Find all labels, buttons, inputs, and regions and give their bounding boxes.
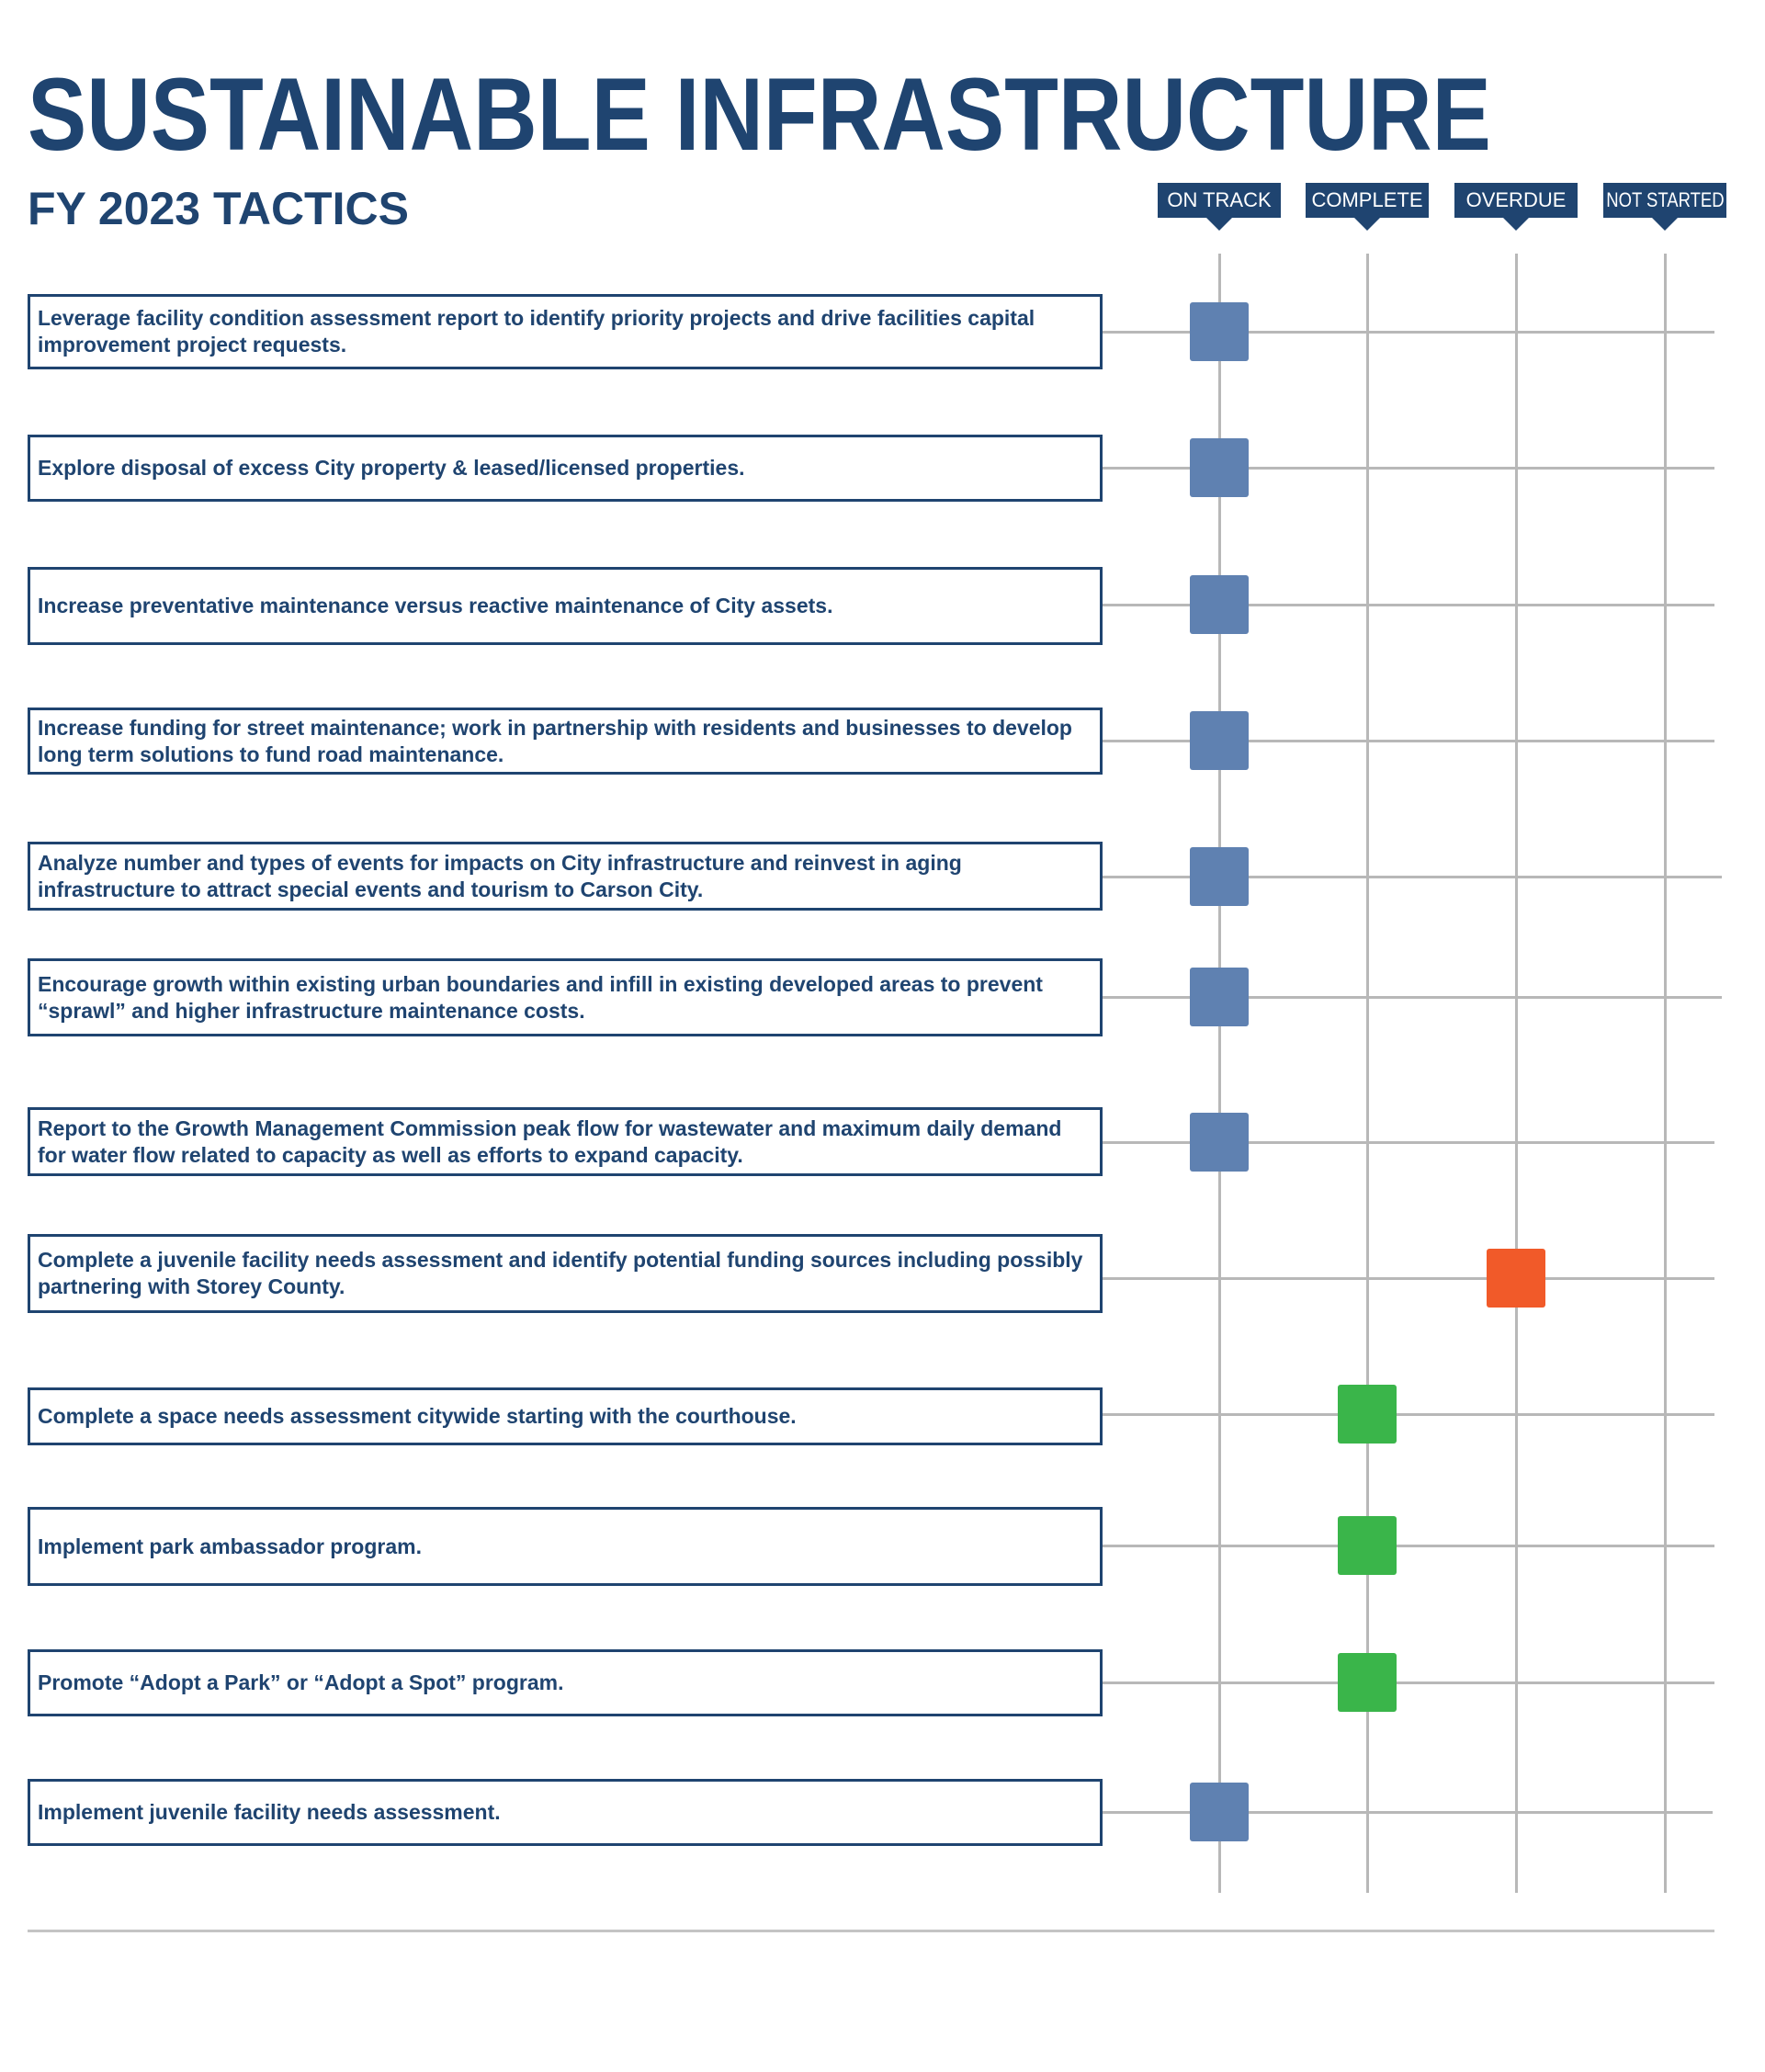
tactic-text: Report to the Growth Management Commission peak flow for wastewater and maximum daily demand for water flow related to capacity as well as efforts to expand capacity.	[38, 1115, 1062, 1167]
status-header-not-started	[1603, 183, 1726, 218]
status-marker-on-track	[1190, 1783, 1249, 1841]
tactic-text: Complete a space needs assessment citywide starting with the courthouse.	[38, 1404, 797, 1428]
tactic-text: Encourage growth within existing urban boundaries and infill in existing developed areas to prevent “sprawl” and higher infrastructure maintenance costs.	[38, 971, 1043, 1023]
status-marker-on-track	[1190, 575, 1249, 634]
status-header-on-track	[1158, 183, 1281, 218]
grid-column-line-not-started	[1664, 254, 1667, 1893]
grid-row-line	[1103, 1681, 1714, 1684]
tactic-row	[28, 294, 1103, 369]
status-header-label: OVERDUE	[1465, 188, 1567, 211]
status-header-label: ON TRACK	[1167, 188, 1272, 211]
grid-column-line-complete	[1366, 254, 1369, 1893]
tactic-text: Promote “Adopt a Park” or “Adopt a Spot” program.	[38, 1670, 564, 1694]
tactic-row	[28, 435, 1103, 502]
status-header-label: COMPLETE	[1311, 188, 1423, 211]
tactic-row	[28, 708, 1103, 775]
page-subtitle: FY 2023 TACTICS	[28, 183, 409, 234]
status-marker-overdue	[1487, 1249, 1545, 1308]
tactic-row	[28, 842, 1103, 911]
page-title: SUSTAINABLE INFRASTRUCTURE	[28, 57, 1491, 172]
tactic-row	[28, 958, 1103, 1036]
tactic-text: Analyze number and types of events for impacts on City infrastructure and reinvest in aging infrastructure to attract special events and tourism to Carson City.	[38, 850, 962, 901]
tactic-text: Increase preventative maintenance versus reactive maintenance of City assets.	[38, 594, 833, 617]
grid-row-line	[1103, 1277, 1714, 1280]
status-marker-complete	[1338, 1385, 1397, 1444]
status-marker-on-track	[1190, 711, 1249, 770]
tactic-text: Complete a juvenile facility needs assessment and identify potential funding sources including possibly partnering with Storey County.	[38, 1248, 1083, 1298]
tactic-text: Leverage facility condition assessment report to identify priority projects and drive facilities capital improvement project requests.	[38, 306, 1035, 357]
status-header-label: NOT STARTED	[1605, 188, 1725, 211]
tactic-row	[28, 1507, 1103, 1586]
tactic-text: Explore disposal of excess City property & leased/licensed properties.	[38, 456, 745, 480]
footer-divider	[28, 1930, 1714, 1932]
grid-row-line	[1103, 1545, 1714, 1547]
tactic-row	[28, 1779, 1103, 1846]
tactic-text: Implement juvenile facility needs assessment.	[38, 1800, 501, 1824]
tactic-text: Implement park ambassador program.	[38, 1534, 422, 1558]
status-header-overdue	[1454, 183, 1578, 218]
status-marker-on-track	[1190, 847, 1249, 906]
status-marker-complete	[1338, 1516, 1397, 1575]
status-marker-complete	[1338, 1653, 1397, 1712]
tactic-text: Increase funding for street maintenance; work in partnership with residents and businesses to develop long term solutions to fund road maintenance.	[38, 715, 1072, 766]
status-marker-on-track	[1190, 968, 1249, 1026]
tactic-row	[28, 1234, 1103, 1313]
grid-column-line-on-track	[1218, 254, 1221, 1893]
status-marker-on-track	[1190, 438, 1249, 497]
tactic-row	[28, 1107, 1103, 1176]
tactic-row	[28, 567, 1103, 645]
status-marker-on-track	[1190, 1113, 1249, 1172]
grid-column-line-overdue	[1515, 254, 1518, 1893]
tactic-row	[28, 1387, 1103, 1445]
tactic-row	[28, 1649, 1103, 1716]
grid-row-line	[1103, 1413, 1714, 1416]
status-header-complete	[1306, 183, 1429, 218]
status-marker-on-track	[1190, 302, 1249, 361]
